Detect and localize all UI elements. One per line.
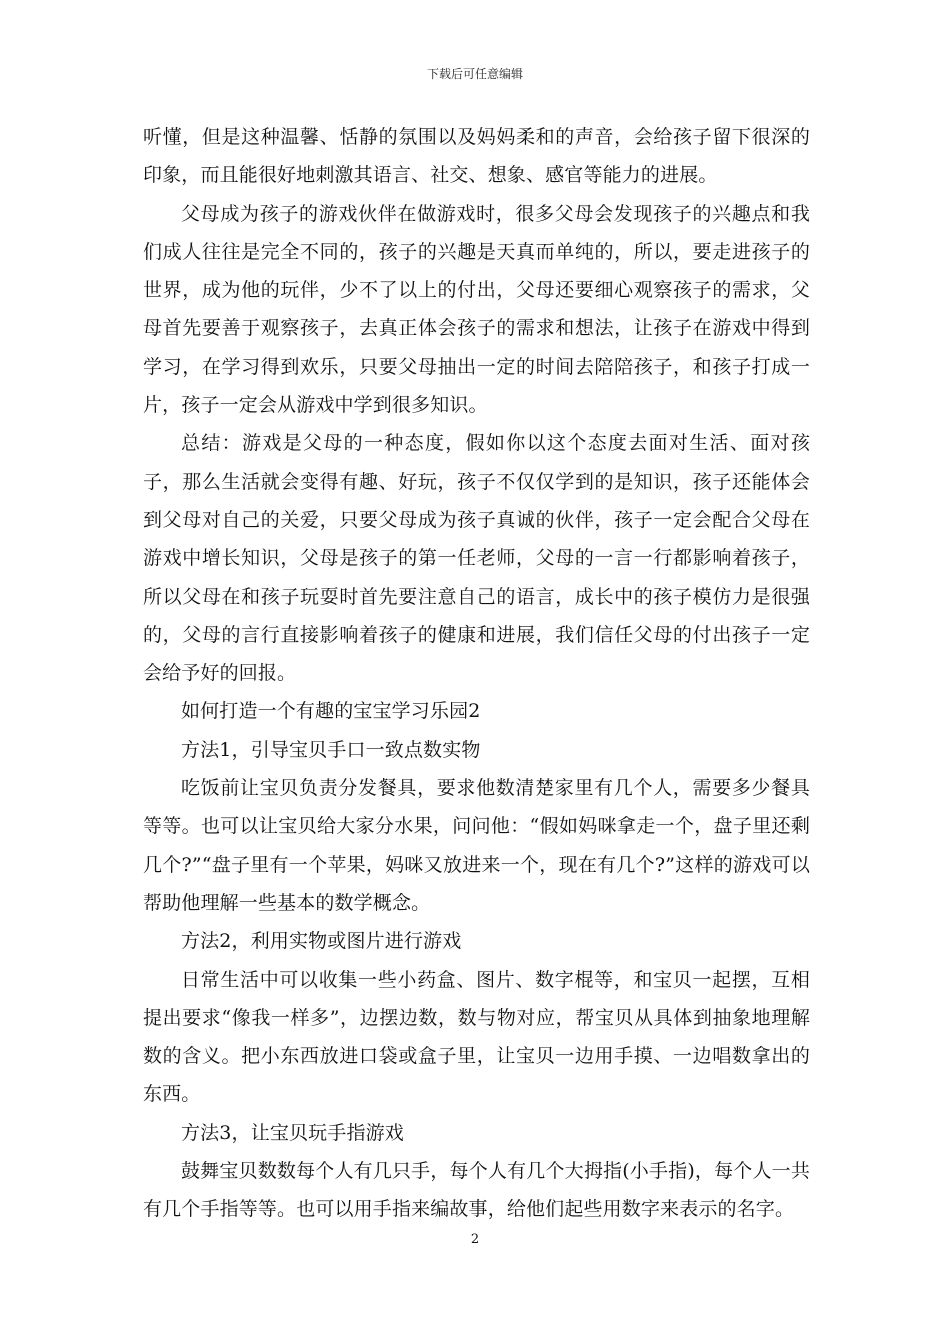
page-header: 下载后可任意编辑 — [426, 67, 523, 81]
method-1-text: 吃饭前让宝贝负责分发餐具，要求他数清楚家里有几个人，需要多少餐具等等。也可以让宝贝给大家分水果，问问他：“假如妈咪拿走一个，盘子里还剩几个?”“盘子里有一个苹果，妈咪又放进来一个，现在有几个?”这样的游戏可以帮助他理解一些基本的数学概念。 — [143, 777, 810, 914]
paragraph-game-partner: 父母成为孩子的游戏伙伴在做游戏时，很多父母会发现孩子的兴趣点和我们成人往往是完全不同的，孩子的兴趣是天真而单纯的，所以，要走进孩子的世界，成为他的玩伴，少不了以上的付出，父母还要细心观察孩子的需求，父母首先要善于观察孩子，去真正体会孩子的需求和想法，让孩子在游戏中得到学习，在学习得到欢乐，只要父母抽出一定的时间去陪陪孩子，和孩子打成一片，孩子一定会从游戏中学到很多知识。 — [143, 202, 810, 417]
document-body — [143, 118, 810, 1229]
method-2-text: 日常生活中可以收集一些小药盒、图片、数字棍等，和宝贝一起摆，互相提出要求“像我一样多”，边摆边数，数与物对应，帮宝贝从具体到抽象地理解数的含义。把小东西放进口袋或盒子里，让宝贝一边用手摸、一边唱数拿出的东西。 — [143, 968, 810, 1106]
paragraph-summary: 总结：游戏是父母的一种态度，假如你以这个态度去面对生活、面对孩子，那么生活就会变得有趣、好玩，孩子不仅仅学到的是知识，孩子还能体会到父母对自己的关爱，只要父母成为孩子真诚的伙伴，孩子一定会配合父母在游戏中增长知识，父母是孩子的第一任老师，父母的一言一行都影响着孩子，所以父母在和孩子玩耍时首先要注意自己的语言，成长中的孩子模仿力是很强的，父母的言行直接影响着孩子的健康和进展，我们信任父母的付出孩子一定会给予好的回报。 — [143, 432, 810, 685]
paragraph-continuation: 听懂，但是这种温馨、恬静的氛围以及妈妈柔和的声音，会给孩子留下很深的印象，而且能很好地刺激其语言、社交、想象、感官等能力的进展。 — [143, 126, 810, 187]
method-3-heading: 方法3，让宝贝玩手指游戏 — [181, 1121, 404, 1144]
method-3-text: 鼓舞宝贝数数每个人有几只手，每个人有几个大拇指(小手指)，每个人一共有几个手指等等。也可以用手指来编故事，给他们起些用数字来表示的名字。 — [143, 1160, 810, 1221]
section-title: 如何打造一个有趣的宝宝学习乐园2 — [181, 700, 481, 723]
page-number: 2 — [470, 1232, 480, 1247]
method-2-heading: 方法2，利用实物或图片进行游戏 — [181, 930, 462, 953]
method-1-heading: 方法1，引导宝贝手口一致点数实物 — [181, 738, 481, 761]
